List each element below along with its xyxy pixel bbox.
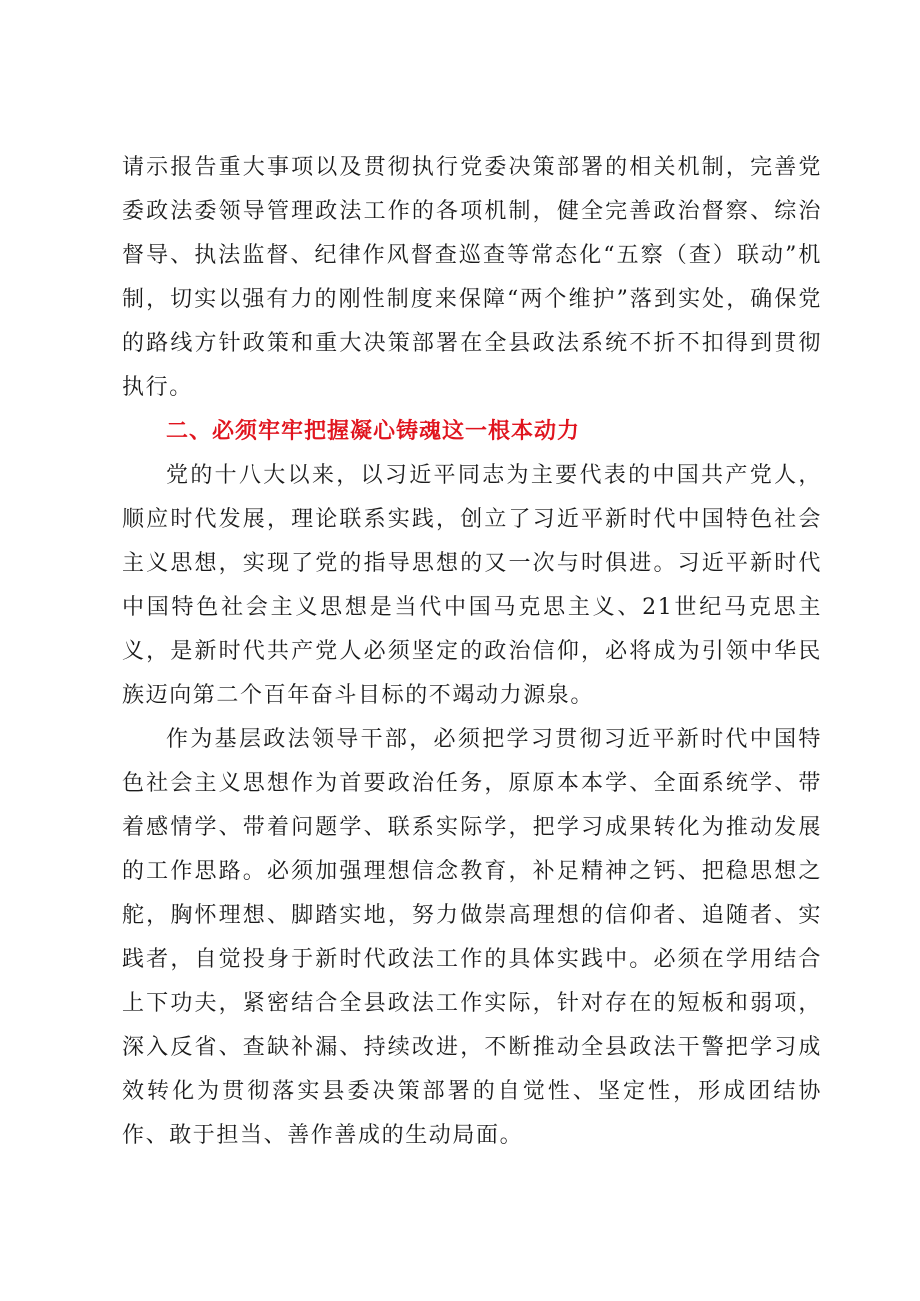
paragraph-continued: 请示报告重大事项以及贯彻执行党委决策部署的相关机制，完善党委政法委领导管理政法工作的各项机制，健全完善政治督察、综治督导、执法监督、纪律作风督查巡查等常态化“五察（查）联动”机制，切实以强有力的刚性制度来保障“两个维护”落到实处，确保党的路线方针政策和重大决策部署在全县政法系统不折不扣得到贯彻执行。	[122, 155, 822, 400]
document-body	[122, 146, 822, 1158]
section-heading: 二、必须牢牢把握凝心铸魂这一根本动力	[166, 419, 581, 444]
paragraph-study-requirements: 作为基层政法领导干部，必须把学习贯彻习近平新时代中国特色社会主义思想作为首要政治任务，原原本本学、全面系统学、带着感情学、带着问题学、联系实际学，把学习成果转化为推动发展的工作思路。必须加强理想信念教育，补足精神之钙、把稳思想之舵，胸怀理想、脚踏实地，努力做崇高理想的信仰者、追随者、实践者，自觉投身于新时代政法工作的具体实践中。必须在学用结合上下功夫，紧密结合全县政法工作实际，针对存在的短板和弱项，深入反省、查缺补漏、持续改进，不断推动全县政法干警把学习成效转化为贯彻落实县委决策部署的自觉性、坚定性，形成团结协作、敢于担当、善作善成的生动局面。	[122, 727, 822, 1148]
paragraph-thought-intro: 党的十八大以来，以习近平同志为主要代表的中国共产党人，顺应时代发展，理论联系实践，创立了习近平新时代中国特色社会主义思想，实现了党的指导思想的又一次与时俱进。习近平新时代中国特色社会主义思想是当代中国马克思主义、21世纪马克思主义，是新时代共产党人必须坚定的政治信仰，必将成为引领中华民族迈向第二个百年奋斗目标的不竭动力源泉。	[122, 463, 822, 708]
